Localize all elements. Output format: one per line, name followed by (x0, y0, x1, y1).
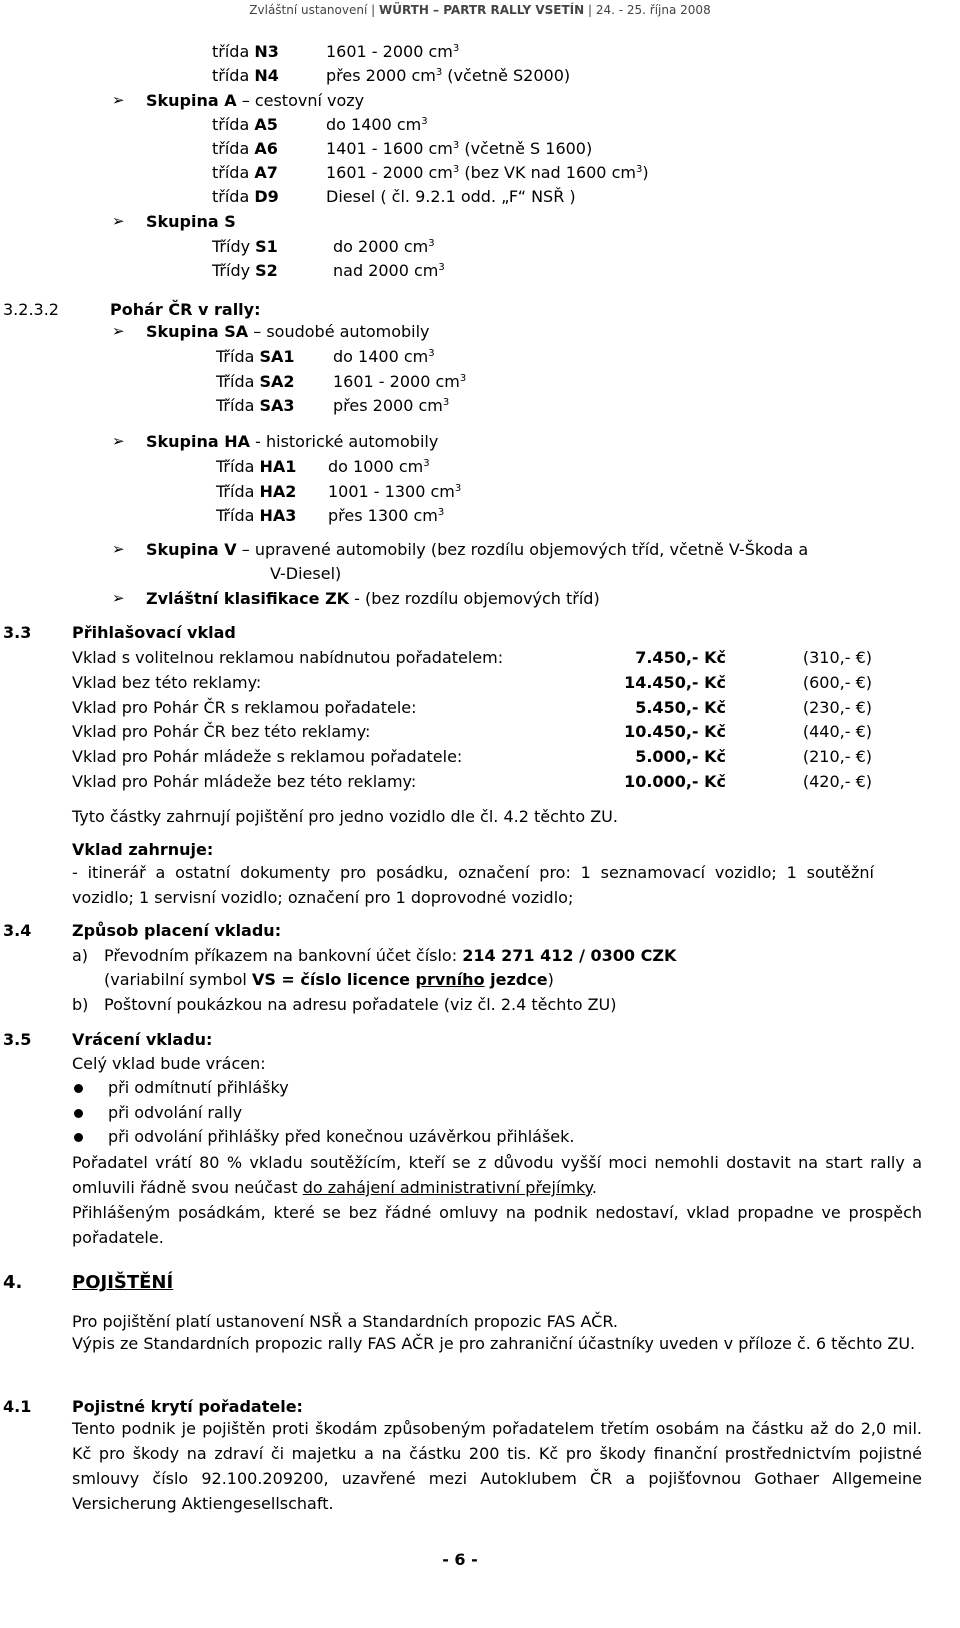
chapter-number: 4. (3, 1272, 23, 1293)
refund-bullet: při odvolání přihlášky před konečnou uzávěrkou přihlášek. (108, 1127, 575, 1146)
class-sa1-label: Třída SA1 (216, 347, 295, 366)
header-prefix: Zvláštní ustanovení | (249, 3, 379, 17)
fee-eur: (310,- €) (802, 648, 872, 667)
arrow-bullet-icon: ➢ (112, 212, 125, 230)
fee-eur: (210,- €) (802, 747, 872, 766)
class-ha1-desc: do 1000 $cm^3$ (328, 457, 430, 476)
fee-label: Vklad pro Pohár ČR s reklamou pořadatele: (72, 698, 417, 717)
class-ha2-label: Třída HA2 (216, 482, 297, 501)
bullet-icon (74, 1084, 83, 1093)
class-a6-label: třída A6 (212, 139, 278, 158)
class-ha1-label: Třída HA1 (216, 457, 297, 476)
section-title: Pohár ČR v rally: (110, 300, 261, 319)
fee-czk: 14.450,- Kč (624, 673, 726, 692)
fee-czk: 5.000,- Kč (635, 747, 726, 766)
class-a6-desc: 1401 - 1600 $cm^3$ (včetně S 1600) (326, 139, 593, 158)
fee-czk: 10.000,- Kč (624, 772, 726, 791)
refund-paragraph-2: Přihlášeným posádkám, které se bez řádné omluvy na podnik nedostaví, vklad propadne ve prospěch pořadatele. (72, 1203, 922, 1247)
class-sa3-label: Třída SA3 (216, 396, 295, 415)
fee-czk: 7.450,- Kč (635, 648, 726, 667)
class-s1-label: Třídy S1 (212, 237, 278, 256)
bank-account: 214 271 412 / 0300 CZK (462, 946, 677, 965)
includes-text: - itinerář a ostatní dokumenty pro posádku, označení pro: 1 seznamovací vozidlo; 1 soutěžní vozidlo; 1 servisní vozidlo; označení pro 1 doprovodné vozidlo; (72, 863, 874, 907)
arrow-bullet-icon: ➢ (112, 540, 125, 558)
fee-label: Vklad s volitelnou reklamou nabídnutou pořadatelem: (72, 648, 504, 667)
list-marker: b) (72, 995, 89, 1014)
fee-eur: (600,- €) (802, 673, 872, 692)
chapter-title: POJIŠTĚNÍ (72, 1272, 174, 1293)
section-number: 3.2.3.2 (3, 300, 59, 319)
section-number: 3.4 (3, 921, 32, 940)
fee-eur: (230,- €) (802, 698, 872, 717)
class-ha2-desc: 1001 - 1300 $cm^3$ (328, 482, 462, 501)
group-zk-heading: Zvláštní klasifikace ZK - (bez rozdílu objemových tříd) (146, 589, 600, 608)
fee-note: Tyto částky zahrnují pojištění pro jedno vozidlo dle čl. 4.2 těchto ZU. (72, 807, 618, 826)
class-n4-label: třída N4 (212, 66, 279, 85)
refund-bullet: při odvolání rally (108, 1103, 243, 1122)
fee-label: Vklad pro Pohár ČR bez této reklamy: (72, 722, 371, 741)
section-number: 4.1 (3, 1397, 32, 1416)
class-n3-desc: 1601 - 2000 $cm^3$ (326, 42, 460, 61)
includes-title: Vklad zahrnuje: (72, 840, 214, 859)
arrow-bullet-icon: ➢ (112, 91, 125, 109)
class-sa2-label: Třída SA2 (216, 372, 295, 391)
group-a-heading: Skupina A – cestovní vozy (146, 91, 365, 110)
class-s2-desc: nad 2000 $cm^3$ (333, 261, 445, 280)
class-d9-label: třída D9 (212, 187, 279, 206)
class-ha3-desc: přes 1300 $cm^3$ (328, 506, 445, 525)
class-ha3-label: Třída HA3 (216, 506, 297, 525)
refund-paragraph-1: Pořadatel vrátí 80 % vkladu soutěžícím, kteří se z důvodu vyšší moci nemohli dostavit na start rally a omluvili řádně svou neúčast do zahájení administrativní přejímky. (72, 1153, 922, 1197)
group-ha-heading: Skupina HA - historické automobily (146, 432, 439, 451)
class-sa2-desc: 1601 - 2000 $cm^3$ (333, 372, 467, 391)
class-a5-label: třída A5 (212, 115, 278, 134)
group-v-heading: Skupina V – upravené automobily (bez rozdílu objemových tříd, včetně V-Škoda a (146, 540, 809, 559)
section-title: Vrácení vkladu: (72, 1030, 213, 1049)
fee-czk: 5.450,- Kč (635, 698, 726, 717)
class-n4-desc: přes 2000 $cm^3$ (včetně S2000) (326, 66, 571, 85)
class-d9-desc: Diesel ( čl. 9.2.1 odd. „F“ NSŘ ) (326, 187, 576, 206)
group-s-heading: Skupina S (146, 212, 236, 231)
section-number: 3.5 (3, 1030, 32, 1049)
payment-option-b: Poštovní poukázkou na adresu pořadatele (viz čl. 2.4 těchto ZU) (104, 995, 617, 1014)
insurance-paragraph-1: Pro pojištění platí ustanovení NSŘ a Standardních propozic FAS AČR. (72, 1312, 618, 1331)
group-sa-heading: Skupina SA – soudobé automobily (146, 322, 430, 341)
payment-option-a-vs: (variabilní symbol VS = číslo licence prvního jezdce) (104, 970, 554, 989)
page-number: - 6 - (442, 1550, 478, 1569)
fee-label: Vklad pro Pohár mládeže bez této reklamy: (72, 772, 417, 791)
insurance-coverage-text: Tento podnik je pojištěn proti škodám způsobeným pořadatelem třetím osobám na částku až do 2,0 mil. Kč pro škody na zdraví či majetku a na částku 200 tis. Kč pro škody finanční prostřednictvím pojistné smlouvy číslo 92.100.209200, uzavřené mezi Autoklubem ČR a pojišťovnou Gothaer Allgemeine Versicherung Aktiengesellschaft. (72, 1419, 922, 1513)
fee-eur: (440,- €) (802, 722, 872, 741)
class-a7-desc: 1601 - 2000 $cm^3$ (bez VK nad 1600 $cm^3$) (326, 163, 649, 182)
refund-intro: Celý vklad bude vrácen: (72, 1054, 266, 1073)
bullet-icon (74, 1109, 83, 1118)
class-a7-label: třída A7 (212, 163, 278, 182)
list-marker: a) (72, 946, 89, 965)
section-title: Přihlašovací vklad (72, 623, 236, 642)
header-date: | 24. - 25. října 2008 (584, 3, 711, 17)
section-number: 3.3 (3, 623, 32, 642)
payment-option-a: Převodním příkazem na bankovní účet číslo: 214 271 412 / 0300 CZK (104, 946, 677, 965)
fee-label: Vklad pro Pohár mládeže s reklamou pořadatele: (72, 747, 463, 766)
class-sa1-desc: do 1400 $cm^3$ (333, 347, 435, 366)
section-title: Způsob placení vkladu: (72, 921, 282, 940)
refund-bullet: při odmítnutí přihlášky (108, 1078, 289, 1097)
group-v-line2: V-Diesel) (270, 564, 342, 583)
fee-czk: 10.450,- Kč (624, 722, 726, 741)
class-s2-label: Třídy S2 (212, 261, 278, 280)
fee-label: Vklad bez této reklamy: (72, 673, 262, 692)
page-header (0, 3, 960, 17)
class-n3-label: třída N3 (212, 42, 279, 61)
header-title: WÜRTH – PARTR RALLY VSETÍN (378, 3, 585, 17)
class-a5-desc: do 1400 $cm^3$ (326, 115, 428, 134)
section-title: Pojistné krytí pořadatele: (72, 1397, 303, 1416)
bullet-icon (74, 1133, 83, 1142)
arrow-bullet-icon: ➢ (112, 432, 125, 450)
arrow-bullet-icon: ➢ (112, 589, 125, 607)
class-s1-desc: do 2000 $cm^3$ (333, 237, 435, 256)
insurance-paragraph-2: Výpis ze Standardních propozic rally FAS AČR je pro zahraniční účastníky uveden v příloze č. 6 těchto ZU. (72, 1334, 916, 1353)
class-sa3-desc: přes 2000 $cm^3$ (333, 396, 450, 415)
fee-eur: (420,- €) (802, 772, 872, 791)
arrow-bullet-icon: ➢ (112, 322, 125, 340)
